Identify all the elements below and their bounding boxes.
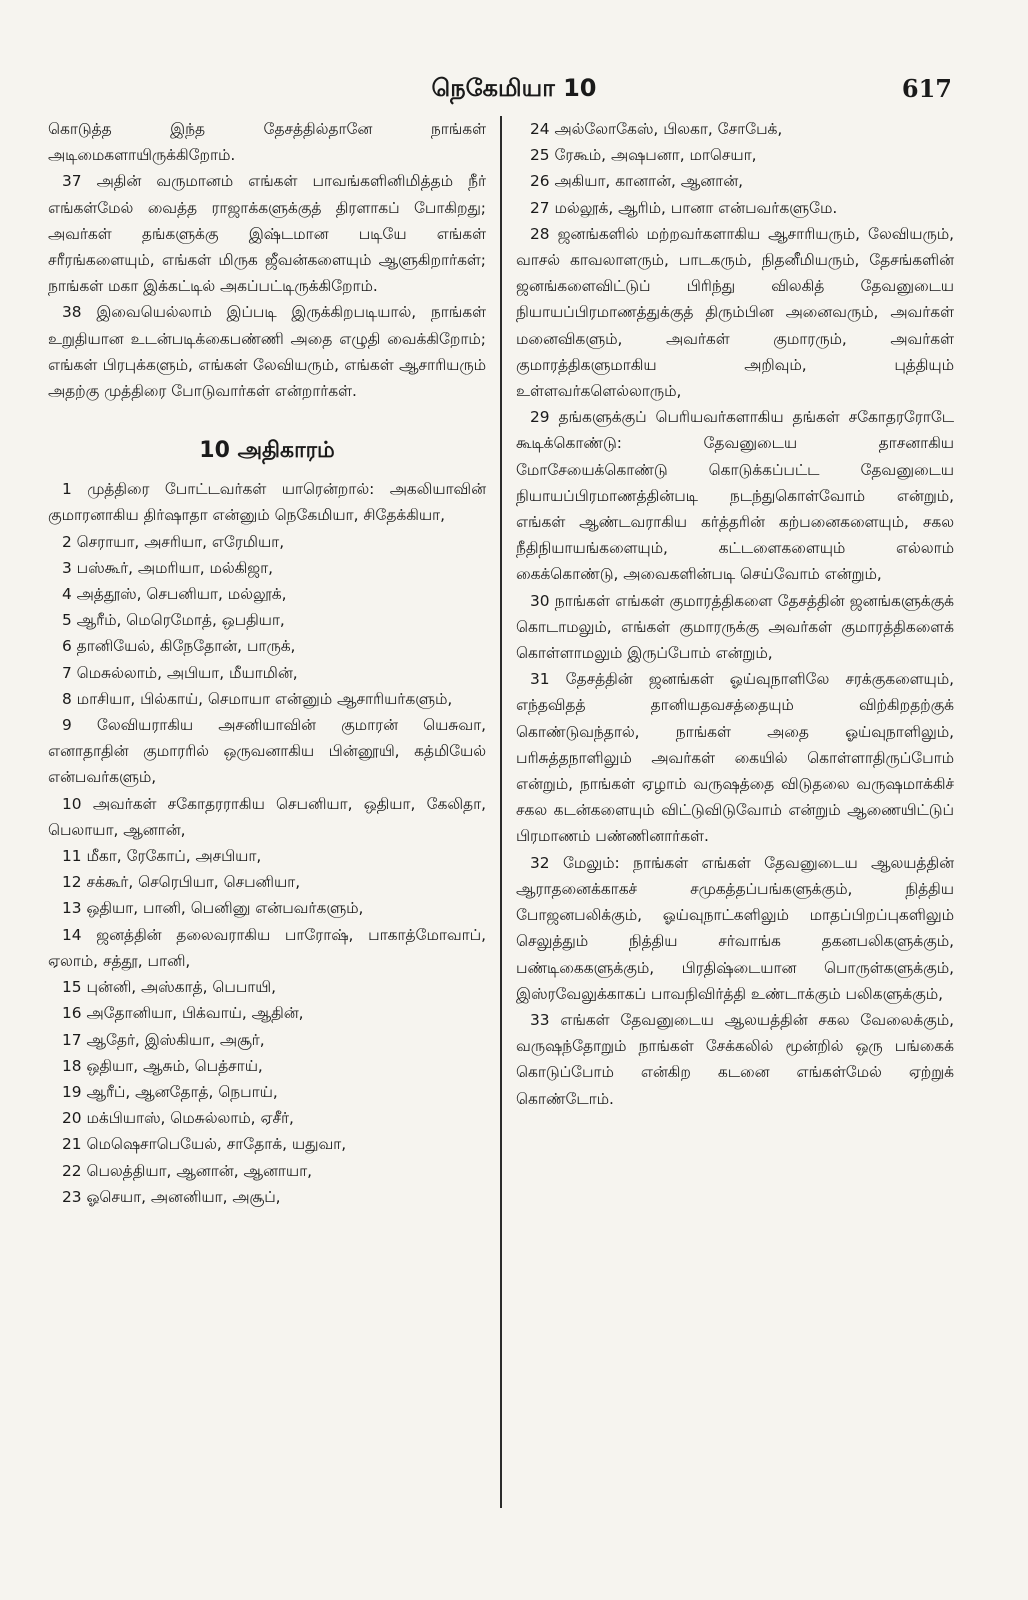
- running-header-title: நெகேமியா 10: [431, 74, 597, 102]
- verse-paragraph: 29 தங்களுக்குப் பெரியவர்களாகிய தங்கள் சகோதரரோடே கூடிக்கொண்டு: தேவனுடைய தாசனாகிய மோசேயைக்கொண்டு கொடுக்கப்பட்ட தேவனுடைய நியாயப்பிரமாணத்தின்படி நடந்துகொள்வோம் என்றும், எங்கள் ஆண்டவராகிய கர்த்தரின் கற்பனைகளையும், சகல நீதிநியாயங்களையும், கட்டளைகளையும் எல்லாம் கைக்கொண்டு, அவைகளின்படி செய்வோம் என்றும்,: [516, 408, 954, 584]
- verse-paragraph: 30 நாங்கள் எங்கள் குமாரத்திகளை தேசத்தின் ஜனங்களுக்குக் கொடாமலும், எங்கள் குமாரருக்கு அவர்கள் குமாரத்திகளைக் கொள்ளாமலும் இருப்போம் என்றும்,: [516, 591, 954, 663]
- verse-paragraph: கொடுத்த இந்த தேசத்தில்தானே நாங்கள் அடிமைகளாயிருக்கிறோம்.: [48, 120, 486, 165]
- verse-paragraph: 32 மேலும்: நாங்கள் எங்கள் தேவனுடைய ஆலயத்தின் ஆராதனைக்காகச் சமுகத்தப்பங்களுக்கும், நித்திய போஜனபலிக்கும், ஓய்வுநாட்களிலும் மாதப்பிறப்புகளிலும் செலுத்தும் நித்திய சர்வாங்க தகனபலிகளுக்கும், பண்டிகைகளுக்கும், பிரதிஷ்டையான பொருள்களுக்கும், இஸ்ரவேலுக்காகப் பாவநிவிர்த்தி உண்டாக்கும் பலிகளுக்கும்,: [516, 853, 954, 1003]
- page-number: 617: [901, 74, 952, 103]
- verse-paragraph: 19 ஆரீப், ஆனதோத், நெபாய்,: [62, 1082, 278, 1101]
- verse-paragraph: 14 ஜனத்தின் தலைவராகிய பாரோஷ், பாகாத்மோவாப், ஏலாம், சத்தூ, பானி,: [48, 925, 486, 970]
- verse-paragraph: 7 மெசுல்லாம், அபியா, மீயாமின்,: [62, 663, 298, 682]
- verse-paragraph: 9 லேவியராகிய அசனியாவின் குமாரன் யெசுவா, எனாதாதின் குமாரரில் ஒருவனாகிய பின்னூயி, கத்மியேல் என்பவர்களும்,: [48, 716, 486, 787]
- verse-paragraph: 1 முத்திரை போட்டவர்கள் யாரென்றால்: அகலியாவின் குமாரனாகிய திர்ஷாதா என்னும் நெகேமியா, சிதேக்கியா,: [48, 480, 486, 525]
- verse-paragraph: 27 மல்லூக், ஆரிம், பானா என்பவர்களுமே.: [530, 198, 838, 217]
- verse-paragraph: 17 ஆதேர், இஸ்கியா, அசூர்,: [62, 1030, 265, 1049]
- verse-paragraph: 23 ஓசெயா, அனனியா, அசூப்,: [62, 1187, 281, 1206]
- verse-paragraph: 37 அதின் வருமானம் எங்கள் பாவங்களினிமித்தம் நீர் எங்கள்மேல் வைத்த ராஜாக்களுக்குத் திரளாகப் போகிறது; அவர்கள் தங்களுக்கு இஷ்டமான படியே எங்கள் சரீரங்களையும், எங்கள் மிருக ஜீவன்களையும் ஆளுகிறார்கள்; நாங்கள் மகா இக்கட்டில் அகப்பட்டிருக்கிறோம்.: [48, 172, 486, 296]
- verse-paragraph: 2 செராயா, அசரியா, எரேமியா,: [62, 532, 285, 551]
- verse-paragraph: 26 அகியா, கானான், ஆனான்,: [530, 172, 744, 191]
- verse-paragraph: 15 புன்னி, அஸ்காத், பெபாயி,: [62, 978, 276, 997]
- verse-paragraph: 22 பெலத்தியா, ஆனான், ஆனாயா,: [62, 1161, 313, 1180]
- chapter-heading: 10 அதிகாரம்: [199, 438, 335, 464]
- verse-paragraph: 18 ஒதியா, ஆசும், பெத்சாய்,: [62, 1056, 263, 1075]
- verse-paragraph: 25 ரேகூம், அஷபனா, மாசெயா,: [530, 146, 757, 165]
- two-column-body: [48, 116, 970, 1566]
- verse-paragraph: 33 எங்கள் தேவனுடைய ஆலயத்தின் சகல வேலைக்கும், வருஷந்தோறும் நாங்கள் சேக்கலில் மூன்றில் ஒரு பங்கைக் கொடுப்போம் என்கிற கடனை எங்கள்மேல் ஏற்றுக் கொண்டோம்.: [516, 1010, 954, 1108]
- verse-paragraph: 31 தேசத்தின் ஜனங்கள் ஓய்வுநாளிலே சரக்குகளையும், எந்தவிதத் தானியதவசத்தையும் விற்கிறதற்குக் கொண்டுவந்தால், நாங்கள் அதை ஓய்வுநாளிலும், பரிசுத்தநாளிலும் அவர்கள் கையில் கொள்ளாதிருப்போம் என்றும், நாங்கள் ஏழாம் வருஷத்தை விடுதலை வருஷமாக்கிச் சகல கடன்களையும் விட்டுவிடுவோம் என்றும் ஆணையிட்டுப் பிரமாணம் பண்ணினார்கள்.: [516, 670, 954, 846]
- verse-paragraph: 11 மீகா, ரேகோப், அசபியா,: [62, 847, 262, 866]
- verse-paragraph: 12 சக்கூர், செரெபியா, செபனியா,: [62, 873, 301, 892]
- verse-paragraph: 20 மக்பியாஸ், மெசுல்லாம், ஏசீர்,: [62, 1109, 294, 1128]
- verse-paragraph: 5 ஆரீம், மெரெமோத், ஒபதியா,: [62, 611, 285, 630]
- verse-paragraph: 38 இவையெல்லாம் இப்படி இருக்கிறபடியால், நாங்கள் உறுதியான உடன்படிக்கைபண்ணி அதை எழுதி வைக்கிறோம்; எங்கள் பிரபுக்களும், எங்கள் லேவியரும், எங்கள் ஆசாரியரும் அதற்கு முத்திரை போடுவார்கள் என்றார்கள்.: [48, 303, 486, 401]
- verse-paragraph: 3 பஸ்கூர், அமரியா, மல்கிஜா,: [62, 558, 274, 577]
- right-column: [502, 116, 954, 1566]
- verse-paragraph: 8 மாசியா, பில்காய், செமாயா என்னும் ஆசாரியர்களும்,: [62, 689, 453, 708]
- verse-paragraph: 4 அத்தூஸ், செபனியா, மல்லூக்,: [62, 585, 287, 604]
- verse-paragraph: 13 ஒதியா, பானி, பெனினு என்பவர்களும்,: [62, 899, 364, 918]
- left-column: [48, 116, 500, 1566]
- verse-paragraph: 28 ஜனங்களில் மற்றவர்களாகிய ஆசாரியரும், லேவியரும், வாசல் காவலாளரும், பாடகரும், நிதனீமியரும், தேசங்களின் ஜனங்களைவிட்டுப் பிரிந்து விலகித் தேவனுடைய நியாயப்பிரமாணத்துக்குத் திரும்பின அனைவரும், அவர்கள் மனைவிகளும், அவர்கள் குமாரரும், அவர்கள் குமாரத்திகளுமாகிய அறிவும், புத்தியும் உள்ளவர்களெல்லாரும்,: [516, 224, 954, 401]
- verse-paragraph: 6 தானியேல், கிநேதோன், பாருக்,: [62, 637, 296, 656]
- verse-paragraph: 16 அதோனியா, பிக்வாய், ஆதின்,: [62, 1004, 304, 1023]
- verse-paragraph: 21 மெஷெசாபெயேல், சாதோக், யதுவா,: [62, 1135, 347, 1154]
- verse-paragraph: 24 அல்லோகேஸ், பிலகா, சோபேக்,: [530, 120, 783, 138]
- verse-paragraph: 10 அவர்கள் சகோதரராகிய செபனியா, ஒதியா, கேலிதா, பெலாயா, ஆனான்,: [48, 794, 486, 839]
